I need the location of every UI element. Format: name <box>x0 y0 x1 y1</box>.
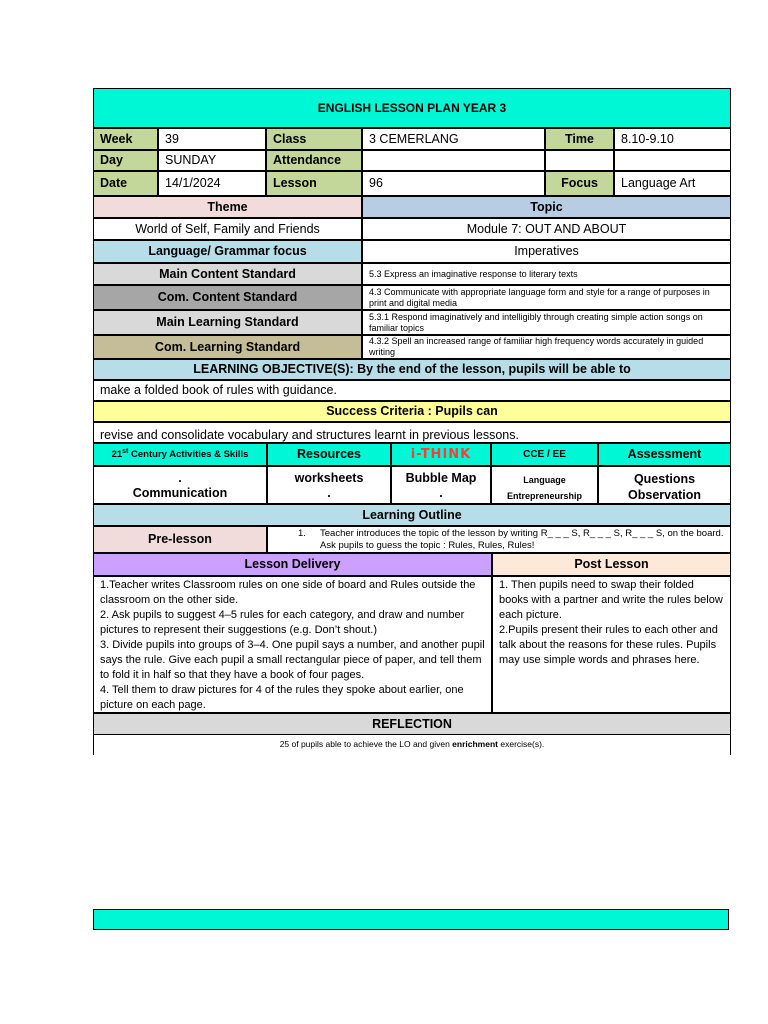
com-learning-standard-value: 4.3.2 Spell an increased range of familiar high frequency words accurately in guided writing <box>362 335 731 359</box>
delivery-step-4: 4. Tell them to draw pictures for 4 of the rules they spoke about earlier, one picture on each page. <box>100 684 464 711</box>
day-value: SUNDAY <box>158 150 266 171</box>
post-lesson-body <box>492 576 731 713</box>
lesson-delivery-header: Lesson Delivery <box>93 553 492 576</box>
title-text: ENGLISH LESSON PLAN YEAR 3 <box>317 101 507 115</box>
grammar-label: Language/ Grammar focus <box>93 240 362 263</box>
post-step-2: 2.Pupils present their rules to each other and talk about the reasons for these rules. Pupils may use simple words and phrases here. <box>499 624 718 666</box>
resources-header: Resources <box>267 443 391 466</box>
delivery-step-3: 3. Divide pupils into groups of 3–4. One pupil says a number, and another pupil says the rule. Give each pupil a small rectangular piece of paper, and tell them to fold it in half so that they have a book of four pages. <box>100 639 485 681</box>
com-learning-standard-label: Com. Learning Standard <box>93 335 362 359</box>
delivery-step-1: 1.Teacher writes Classroom rules on one side of board and Rules outside the classroom on the other side. <box>100 579 476 606</box>
assessment-value: Questions Observation <box>598 466 731 504</box>
day-label: Day <box>93 150 158 171</box>
main-learning-standard-label: Main Learning Standard <box>93 310 362 335</box>
ithink-value: Bubble Map . <box>391 466 491 504</box>
success-criteria-header: Success Criteria : Pupils can <box>93 401 731 422</box>
cce-ee-value: Language Entrepreneurship <box>491 466 598 504</box>
date-value: 14/1/2024 <box>158 171 266 196</box>
learning-outline-header: Learning Outline <box>93 504 731 526</box>
focus-value: Language Art <box>614 171 731 196</box>
theme-value: World of Self, Family and Friends <box>93 218 362 240</box>
focus-label: Focus <box>545 171 614 196</box>
attendance-blank-1 <box>545 150 614 171</box>
post-step-1: 1. Then pupils need to swap their folded books with a partner and write the rules below each picture. <box>499 579 723 621</box>
reflection-value: 25 of pupils able to achieve the LO and given enrichment exercise(s). <box>93 735 731 755</box>
delivery-step-2: 2. Ask pupils to suggest 4–5 rules for each category, and draw and number pictures to represent their suggestions (e.g. Don’t shout.) <box>100 609 465 636</box>
topic-value: Module 7: OUT AND ABOUT <box>362 218 731 240</box>
class-label: Class <box>266 128 362 150</box>
attendance-label: Attendance <box>266 150 362 171</box>
post-lesson-header: Post Lesson <box>492 553 731 576</box>
assessment-header: Assessment <box>598 443 731 466</box>
ithink-logo: i-THINK <box>410 447 472 462</box>
ithink-header <box>391 443 491 466</box>
grammar-value: Imperatives <box>362 240 731 263</box>
resources-value: worksheets . <box>267 466 391 504</box>
main-content-standard-value: 5.3 Express an imaginative response to literary texts <box>362 263 731 285</box>
week-label: Week <box>93 128 158 150</box>
class-value: 3 CEMERLANG <box>362 128 545 150</box>
week-value: 39 <box>158 128 266 150</box>
pre-lesson-label: Pre-lesson <box>93 526 267 553</box>
attendance-value <box>362 150 545 171</box>
century-skills-value: . Communication <box>93 466 267 504</box>
com-content-standard-label: Com. Content Standard <box>93 285 362 310</box>
theme-header: Theme <box>93 196 362 218</box>
learning-objective-header: LEARNING OBJECTIVE(S): By the end of the lesson, pupils will be able to <box>93 359 731 380</box>
time-value: 8.10-9.10 <box>614 128 731 150</box>
learning-objective-value: make a folded book of rules with guidance. <box>93 380 731 401</box>
main-content-standard-label: Main Content Standard <box>93 263 362 285</box>
success-criteria-value: revise and consolidate vocabulary and structures learnt in previous lessons. <box>93 422 731 443</box>
date-label: Date <box>93 171 158 196</box>
footer-bar <box>93 909 729 930</box>
lesson-value: 96 <box>362 171 545 196</box>
pre-lesson-value: 1. Teacher introduces the topic of the lesson by writing R_ _ _ S, R_ _ _ S, R_ _ _ S, on the board. Ask pupils to guess the topic : Rules, Rules, Rules! <box>267 526 731 553</box>
topic-header: Topic <box>362 196 731 218</box>
lesson-delivery-body <box>93 576 492 713</box>
attendance-blank-2 <box>614 150 731 171</box>
century-skills-header: 21st Century Activities & Skills <box>93 443 267 466</box>
cce-ee-header: CCE / EE <box>491 443 598 466</box>
com-content-standard-value: 4.3 Communicate with appropriate language form and style for a range of purposes in print and digital media <box>362 285 731 310</box>
time-label: Time <box>545 128 614 150</box>
main-learning-standard-value: 5.3.1 Respond imaginatively and intelligibly through creating simple action songs on familiar topics <box>362 310 731 335</box>
reflection-header: REFLECTION <box>93 713 731 735</box>
lesson-plan-title <box>93 88 731 128</box>
lesson-label: Lesson <box>266 171 362 196</box>
